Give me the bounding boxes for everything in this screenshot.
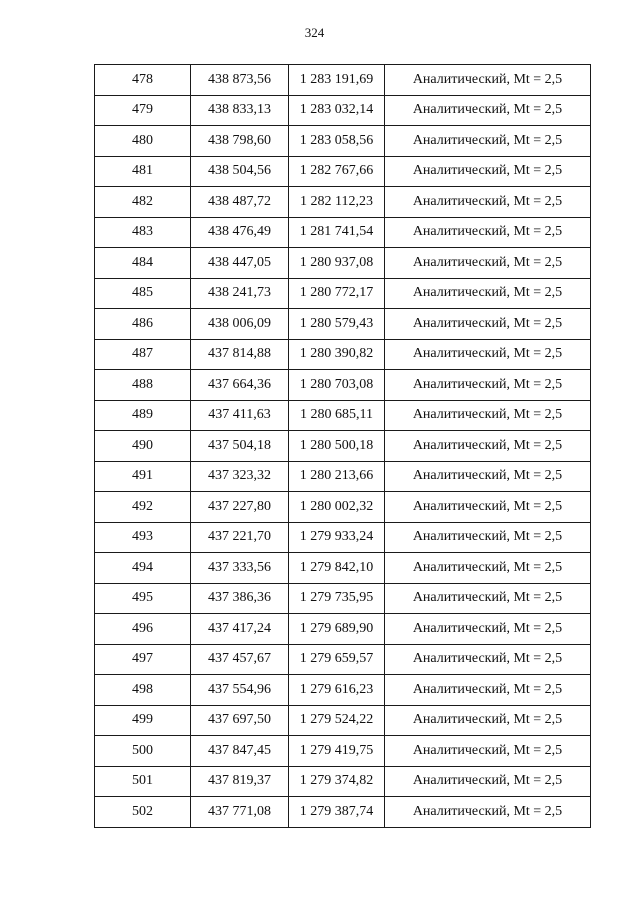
point-number-cell: 482 <box>95 187 191 218</box>
coordinates-table-body <box>95 65 591 828</box>
table-row <box>95 766 591 797</box>
point-number-cell: 502 <box>95 797 191 828</box>
method-cell: Аналитический, Mt = 2,5 <box>385 400 591 431</box>
table-row <box>95 675 591 706</box>
y-coordinate-cell: 1 280 703,08 <box>289 370 385 401</box>
table-row <box>95 339 591 370</box>
point-number-cell: 499 <box>95 705 191 736</box>
point-number-cell: 485 <box>95 278 191 309</box>
x-coordinate-cell: 437 664,36 <box>191 370 289 401</box>
table-row <box>95 614 591 645</box>
method-cell: Аналитический, Mt = 2,5 <box>385 614 591 645</box>
y-coordinate-cell: 1 280 500,18 <box>289 431 385 462</box>
method-cell: Аналитический, Mt = 2,5 <box>385 65 591 96</box>
point-number-cell: 493 <box>95 522 191 553</box>
method-cell: Аналитический, Mt = 2,5 <box>385 461 591 492</box>
x-coordinate-cell: 438 833,13 <box>191 95 289 126</box>
method-cell: Аналитический, Mt = 2,5 <box>385 431 591 462</box>
y-coordinate-cell: 1 280 002,32 <box>289 492 385 523</box>
x-coordinate-cell: 438 447,05 <box>191 248 289 279</box>
y-coordinate-cell: 1 279 659,57 <box>289 644 385 675</box>
x-coordinate-cell: 437 457,67 <box>191 644 289 675</box>
y-coordinate-cell: 1 279 933,24 <box>289 522 385 553</box>
y-coordinate-cell: 1 280 390,82 <box>289 339 385 370</box>
y-coordinate-cell: 1 279 689,90 <box>289 614 385 645</box>
x-coordinate-cell: 438 504,56 <box>191 156 289 187</box>
x-coordinate-cell: 438 798,60 <box>191 126 289 157</box>
table-row <box>95 492 591 523</box>
table-row <box>95 553 591 584</box>
point-number-cell: 479 <box>95 95 191 126</box>
x-coordinate-cell: 437 814,88 <box>191 339 289 370</box>
x-coordinate-cell: 437 411,63 <box>191 400 289 431</box>
point-number-cell: 478 <box>95 65 191 96</box>
method-cell: Аналитический, Mt = 2,5 <box>385 370 591 401</box>
table-row <box>95 156 591 187</box>
y-coordinate-cell: 1 280 937,08 <box>289 248 385 279</box>
y-coordinate-cell: 1 280 213,66 <box>289 461 385 492</box>
y-coordinate-cell: 1 279 387,74 <box>289 797 385 828</box>
point-number-cell: 490 <box>95 431 191 462</box>
method-cell: Аналитический, Mt = 2,5 <box>385 217 591 248</box>
y-coordinate-cell: 1 280 579,43 <box>289 309 385 340</box>
x-coordinate-cell: 437 819,37 <box>191 766 289 797</box>
table-row <box>95 644 591 675</box>
x-coordinate-cell: 438 873,56 <box>191 65 289 96</box>
y-coordinate-cell: 1 280 772,17 <box>289 278 385 309</box>
coordinates-table <box>94 64 591 828</box>
table-row <box>95 400 591 431</box>
method-cell: Аналитический, Mt = 2,5 <box>385 248 591 279</box>
y-coordinate-cell: 1 280 685,11 <box>289 400 385 431</box>
method-cell: Аналитический, Mt = 2,5 <box>385 309 591 340</box>
x-coordinate-cell: 437 554,96 <box>191 675 289 706</box>
method-cell: Аналитический, Mt = 2,5 <box>385 278 591 309</box>
y-coordinate-cell: 1 279 419,75 <box>289 736 385 767</box>
table-row <box>95 461 591 492</box>
method-cell: Аналитический, Mt = 2,5 <box>385 644 591 675</box>
y-coordinate-cell: 1 282 767,66 <box>289 156 385 187</box>
x-coordinate-cell: 437 386,36 <box>191 583 289 614</box>
table-row <box>95 797 591 828</box>
point-number-cell: 489 <box>95 400 191 431</box>
table-row <box>95 187 591 218</box>
method-cell: Аналитический, Mt = 2,5 <box>385 187 591 218</box>
method-cell: Аналитический, Mt = 2,5 <box>385 797 591 828</box>
x-coordinate-cell: 437 847,45 <box>191 736 289 767</box>
table-row <box>95 126 591 157</box>
method-cell: Аналитический, Mt = 2,5 <box>385 156 591 187</box>
y-coordinate-cell: 1 283 191,69 <box>289 65 385 96</box>
table-row <box>95 522 591 553</box>
x-coordinate-cell: 437 221,70 <box>191 522 289 553</box>
y-coordinate-cell: 1 282 112,23 <box>289 187 385 218</box>
y-coordinate-cell: 1 279 735,95 <box>289 583 385 614</box>
method-cell: Аналитический, Mt = 2,5 <box>385 553 591 584</box>
x-coordinate-cell: 438 487,72 <box>191 187 289 218</box>
point-number-cell: 491 <box>95 461 191 492</box>
table-row <box>95 95 591 126</box>
table-row <box>95 65 591 96</box>
y-coordinate-cell: 1 279 374,82 <box>289 766 385 797</box>
x-coordinate-cell: 437 771,08 <box>191 797 289 828</box>
method-cell: Аналитический, Mt = 2,5 <box>385 126 591 157</box>
x-coordinate-cell: 437 504,18 <box>191 431 289 462</box>
method-cell: Аналитический, Mt = 2,5 <box>385 736 591 767</box>
point-number-cell: 496 <box>95 614 191 645</box>
point-number-cell: 481 <box>95 156 191 187</box>
point-number-cell: 486 <box>95 309 191 340</box>
table-row <box>95 736 591 767</box>
method-cell: Аналитический, Mt = 2,5 <box>385 675 591 706</box>
point-number-cell: 501 <box>95 766 191 797</box>
x-coordinate-cell: 437 417,24 <box>191 614 289 645</box>
method-cell: Аналитический, Mt = 2,5 <box>385 492 591 523</box>
page-number: 324 <box>304 25 325 40</box>
y-coordinate-cell: 1 283 032,14 <box>289 95 385 126</box>
point-number-cell: 480 <box>95 126 191 157</box>
x-coordinate-cell: 438 476,49 <box>191 217 289 248</box>
point-number-cell: 498 <box>95 675 191 706</box>
table-row <box>95 705 591 736</box>
y-coordinate-cell: 1 281 741,54 <box>289 217 385 248</box>
point-number-cell: 494 <box>95 553 191 584</box>
table-row <box>95 583 591 614</box>
point-number-cell: 497 <box>95 644 191 675</box>
x-coordinate-cell: 437 227,80 <box>191 492 289 523</box>
y-coordinate-cell: 1 279 616,23 <box>289 675 385 706</box>
x-coordinate-cell: 438 006,09 <box>191 309 289 340</box>
x-coordinate-cell: 437 323,32 <box>191 461 289 492</box>
x-coordinate-cell: 438 241,73 <box>191 278 289 309</box>
point-number-cell: 500 <box>95 736 191 767</box>
table-row <box>95 278 591 309</box>
method-cell: Аналитический, Mt = 2,5 <box>385 583 591 614</box>
method-cell: Аналитический, Mt = 2,5 <box>385 339 591 370</box>
method-cell: Аналитический, Mt = 2,5 <box>385 95 591 126</box>
method-cell: Аналитический, Mt = 2,5 <box>385 705 591 736</box>
x-coordinate-cell: 437 697,50 <box>191 705 289 736</box>
table-row <box>95 370 591 401</box>
method-cell: Аналитический, Mt = 2,5 <box>385 522 591 553</box>
point-number-cell: 492 <box>95 492 191 523</box>
point-number-cell: 495 <box>95 583 191 614</box>
point-number-cell: 483 <box>95 217 191 248</box>
table-row <box>95 217 591 248</box>
point-number-cell: 488 <box>95 370 191 401</box>
point-number-cell: 484 <box>95 248 191 279</box>
method-cell: Аналитический, Mt = 2,5 <box>385 766 591 797</box>
x-coordinate-cell: 437 333,56 <box>191 553 289 584</box>
y-coordinate-cell: 1 283 058,56 <box>289 126 385 157</box>
table-row <box>95 431 591 462</box>
y-coordinate-cell: 1 279 524,22 <box>289 705 385 736</box>
table-row <box>95 309 591 340</box>
point-number-cell: 487 <box>95 339 191 370</box>
y-coordinate-cell: 1 279 842,10 <box>289 553 385 584</box>
table-row <box>95 248 591 279</box>
